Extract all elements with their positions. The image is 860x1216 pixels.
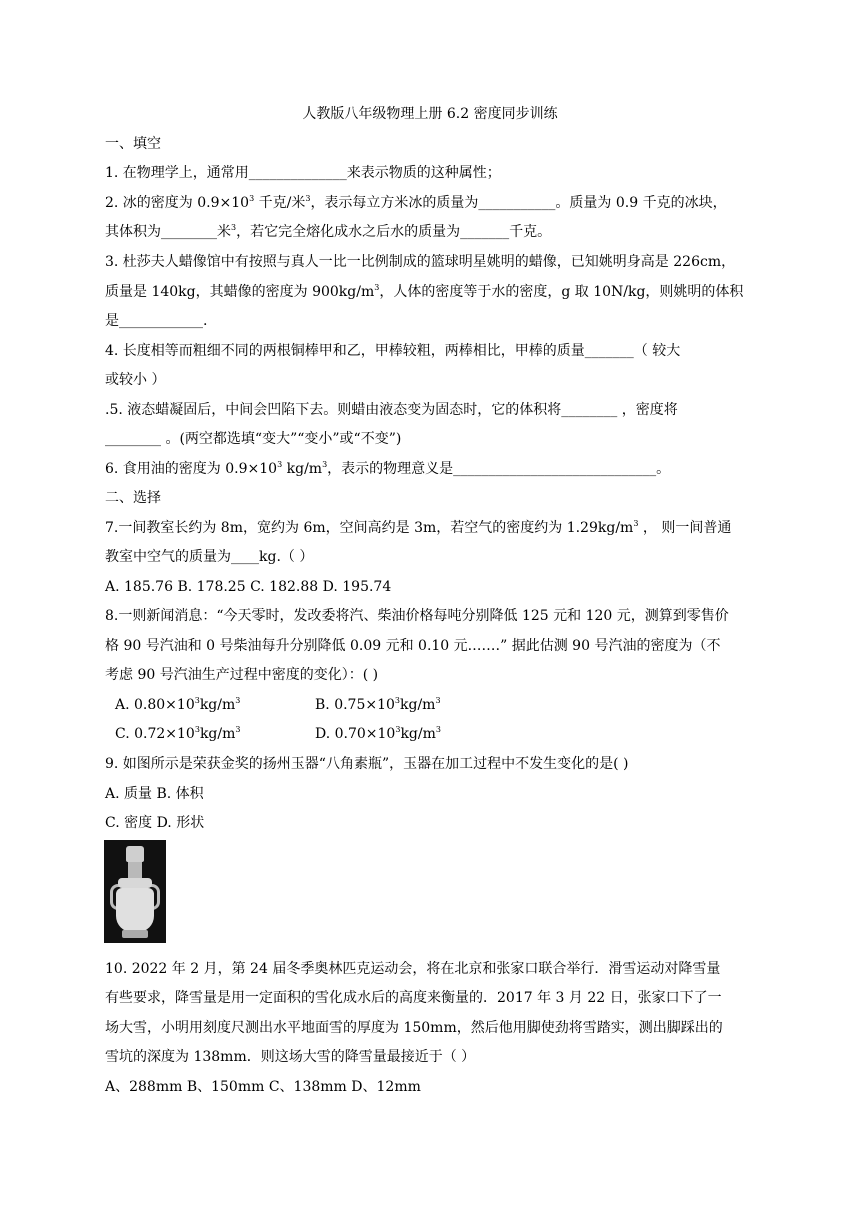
question-7-line-2: 教室中空气的质量为____kg.（ ） bbox=[105, 549, 314, 565]
page-title: 人教版八年级物理上册 6.2 密度同步训练 bbox=[302, 106, 558, 122]
option-b: B. $0.75\times 10^3kg/m^3$ bbox=[315, 696, 441, 713]
question-7-options: A. 185.76 B. 178.25 C. 182.88 D. 195.74 bbox=[105, 579, 392, 595]
question-8-options-ab bbox=[115, 695, 774, 715]
question-7-line-1: 7.一间教室长约为 8m，宽约为 6m，空间高约是 3m，若空气的密度约为 $1.29kg/m^3$ ， 则一间普通 bbox=[105, 519, 732, 536]
question-10-line-2: 有些要求，降雪量是用一定面积的雪化成水后的高度来衡量的．2017 年 3 月 22 日，张家口下了一 bbox=[105, 990, 722, 1006]
question-10-line-1: 10. 2022 年 2 月，第 24 届冬季奥林匹克运动会，将在北京和张家口联合举行．滑雪运动对降雪量 bbox=[105, 961, 721, 977]
question-3-line-1: 3. 杜莎夫人蜡像馆中有按照与真人一比一比例制成的篮球明星姚明的蜡像，已知姚明身高是 226cm， bbox=[105, 254, 736, 270]
question-9: 9. 如图所示是荣获金奖的扬州玉器“八角素瓶”，玉器在加工过程中不发生变化的是( ) bbox=[105, 756, 629, 772]
question-1: 1. 在物理学上，通常用______________来表示物质的这种属性； bbox=[105, 165, 501, 181]
option-a: A. $0.80\times 10^3kg/m^3$ bbox=[115, 696, 241, 713]
question-10-options: A、288mm B、150mm C、138mm D、12mm bbox=[105, 1079, 421, 1095]
question-5-line-1: .5. 液态蜡凝固后，中间会凹陷下去。则蜡由液态变为固态时，它的体积将________ ，密度将 bbox=[105, 402, 678, 418]
question-2-line-1: 2. 冰的密度为 $0.9\times 10^3$ 千克/米$^3$，表示每立方米冰的质量为___________。质量为 0.9 千克的冰块， bbox=[105, 194, 727, 211]
option-d: D. $0.70\times 10^3kg/m^3$ bbox=[315, 725, 441, 742]
question-10-line-4: 雪坑的深度为 138mm．则这场大雪的降雪量最接近于（ ） bbox=[105, 1049, 476, 1065]
jade-vase-image bbox=[104, 840, 166, 943]
question-6: 6. 食用油的密度为 $0.9\times 10^3$ $kg/m^3$，表示的物理意义是_____________________________。 bbox=[105, 460, 671, 477]
question-8-line-1: 8.一则新闻消息：“今天零时，发改委将汽、柴油价格每吨分别降低 125 元和 120 元，测算到零售价 bbox=[105, 608, 729, 624]
question-10-line-3: 场大雪，小明用刻度尺测出水平地面雪的厚度为 150mm，然后他用脚使劲将雪踏实，测出脚踩出的 bbox=[105, 1020, 723, 1036]
question-3-line-3: 是____________. bbox=[105, 313, 208, 329]
section-heading-fill: 一、填空 bbox=[105, 136, 161, 152]
question-8-line-3: 考虑 90 号汽油生产过程中密度的变化）：( ) bbox=[105, 667, 379, 683]
question-4-line-1: 4. 长度相等而粗细不同的两根铜棒甲和乙，甲棒较粗，两棒相比，甲棒的质量_______（ 较大 bbox=[105, 343, 681, 359]
question-4-line-2: 或较小 ） bbox=[105, 372, 166, 388]
option-c: C. $0.72\times 10^3kg/m^3$ bbox=[115, 725, 241, 742]
question-5-line-2: ________ 。(两空都选填“变大”“变小”或“不变”) bbox=[105, 431, 402, 447]
question-9-options-cd: C. 密度 D. 形状 bbox=[105, 815, 205, 831]
question-8-line-2: 格 90 号汽油和 0 号柴油每升分别降低 0.09 元和 0.10 元.……” 据此估测 90 号汽油的密度为（不 bbox=[105, 638, 721, 654]
question-2-line-2: 其体积为________米$^3$，若它完全熔化成水之后水的质量为_______千克。 bbox=[105, 223, 552, 240]
question-9-options-ab: A. 质量 B. 体积 bbox=[105, 786, 204, 802]
section-heading-choice: 二、选择 bbox=[105, 490, 161, 506]
question-8-options-cd bbox=[115, 724, 774, 744]
question-3-line-2: 质量是 140kg，其蜡像的密度为 $900kg/m^3$，人体的密度等于水的密度，g 取 10N/kg，则姚明的体积 bbox=[105, 283, 744, 300]
